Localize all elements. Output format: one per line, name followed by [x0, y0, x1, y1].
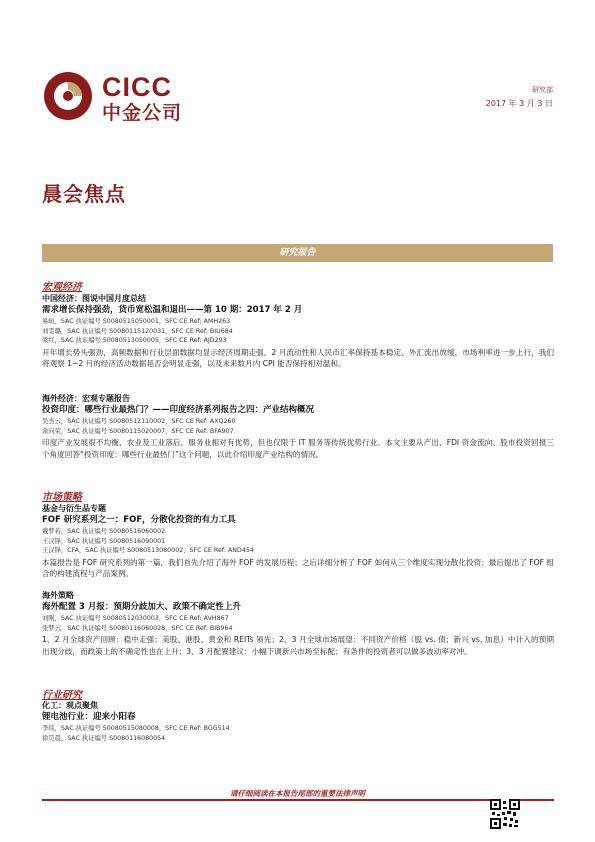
- section-heading-macro: 宏观经济: [42, 282, 82, 293]
- article-summary: 开年增长势头强劲，高频数据和行业层面数据均显示经济周期走强，2 月流动性和人民币汇率保持基本稳定、外汇流出放缓，市场利率进一步上行，我们将观察 1~2 月的经济活动数据是否会明显走强，以及未来数月内 CPI 能否保持相对温和。: [42, 347, 554, 368]
- author-line: 王汉锋，SAC 执证编号 S0080516090001: [42, 537, 166, 545]
- report-date: 2017 年 3 月 3 日: [485, 99, 553, 108]
- article-title[interactable]: 海外配置 3 月报：预期分歧加大、政策不确定性上升: [42, 602, 241, 612]
- article-macro-overseas: [42, 393, 554, 460]
- footer-divider: [42, 799, 554, 801]
- article-category: 基金与衍生品专题: [42, 504, 106, 513]
- author-line: 徐昊晨，SAC 执证编号 S0080116080054: [42, 734, 166, 742]
- article-category: 化工：观点聚焦: [42, 701, 98, 710]
- article-strategy-fof: [42, 503, 554, 580]
- author-line: 戴梦若，SAC 执证编号 S0080516060002: [42, 528, 166, 535]
- author-line: 易峘，SAC 执证编号 S0080515050001，SFC CE Ref: AMH263: [42, 318, 231, 325]
- article-title[interactable]: 投资印度：哪些行业最热门？——印度经济系列报告之四：产业结构概况: [42, 405, 315, 415]
- author-line: 梁红，SAC 执证编号 S0080513050005，SFC CE Ref: AJD293: [42, 337, 227, 344]
- cicc-logo-mark-icon: [42, 70, 94, 122]
- article-title[interactable]: 需求增长保持强劲，货币宽松温和退出——第 10 期：2017 年 2 月: [42, 305, 303, 315]
- author-line: 吴杰云，SAC 执证编号 S0080512110002，SFC CE Ref: AXQ260: [42, 418, 236, 425]
- department-label: 研究部: [532, 86, 553, 94]
- article-category: 海外策略: [42, 591, 74, 600]
- section-heading-strategy: 市场策略: [42, 492, 82, 503]
- article-summary: 1、2 月全球资产回顾：稳中走强；美股、港股、黄金和 REITs 领先；2、3 月全球市场展望：不同资产价格（股 vs. 债；新兴 vs. 加息）中计入的预期出现分歧，而政策上的不确定性也在上升；3、3 月配置建议：小幅下调新兴市场至标配；有条件的投资者可以做多波动率对冲。: [42, 635, 554, 656]
- author-line: 刘刚，SAC 执证编号 S0080512030003，SFC CE Ref: AVH867: [42, 615, 229, 622]
- page-title: 晨会焦点: [42, 182, 126, 206]
- legal-disclaimer: 请仔细阅读在本报告尾部的重要法律声明: [230, 789, 365, 798]
- section-heading-industry: 行业研究: [42, 690, 82, 701]
- logo-text-en: CICC: [102, 72, 172, 102]
- qr-code-icon: [490, 799, 520, 829]
- logo-text-cn: 中金公司: [102, 102, 183, 124]
- section-banner: [42, 244, 553, 262]
- article-category: 海外经济：宏观专题报告: [42, 394, 130, 403]
- article-industry-chem: [42, 700, 554, 743]
- article-summary: 本篇报告是 FOF 研究系列的第一篇，我们首先介绍了海外 FOF 的发展历程；之后详细分析了 FOF 如何从三个维度实现分散化投资；最后提出了 FOF 组合的构建流程与产品案例。: [42, 557, 554, 578]
- author-line: 李琰，SAC 执证编号 S0080515080008，SFC CE Ref: BGG514: [42, 725, 230, 732]
- article-summary: 印度产业发展很不均衡，农业及工业落后，服务业相对有优势，但也仅限于 IT 服务等传统优势行业。本文主要从产出、FDI 资金流向、股市投资回报三个角度回答“投资印度：哪些行业最热门”这个问题，以此介绍印度产业结构的情况。: [42, 438, 554, 459]
- author-line: 余向荣，SAC 执证编号 S0080115020007，SFC CE Ref: BFA907: [42, 427, 234, 435]
- article-strategy-overseas: [42, 590, 554, 657]
- banner-label: 研究报告: [279, 248, 316, 258]
- author-line: 王汉锋，CFA，SAC 执证编号 S0080513080002，SFC CE Ref: AND454: [42, 547, 254, 554]
- article-category: 中国经济：图说中国月度总结: [42, 294, 146, 303]
- author-line: 张梦云，SAC 执证编号 S0080116060028，SFC CE Ref: BIB964: [42, 624, 233, 632]
- cicc-logo: [42, 70, 202, 126]
- author-line: 刘雯璐，SAC 执证编号 S0080115120031，SFC CE Ref: BIU684: [42, 327, 233, 335]
- article-title[interactable]: 锂电池行业：迎来小阳春: [42, 712, 136, 722]
- article-macro-china: [42, 293, 554, 370]
- article-title[interactable]: FOF 研究系列之一：FOF，分散化投资的有力工具: [42, 515, 236, 525]
